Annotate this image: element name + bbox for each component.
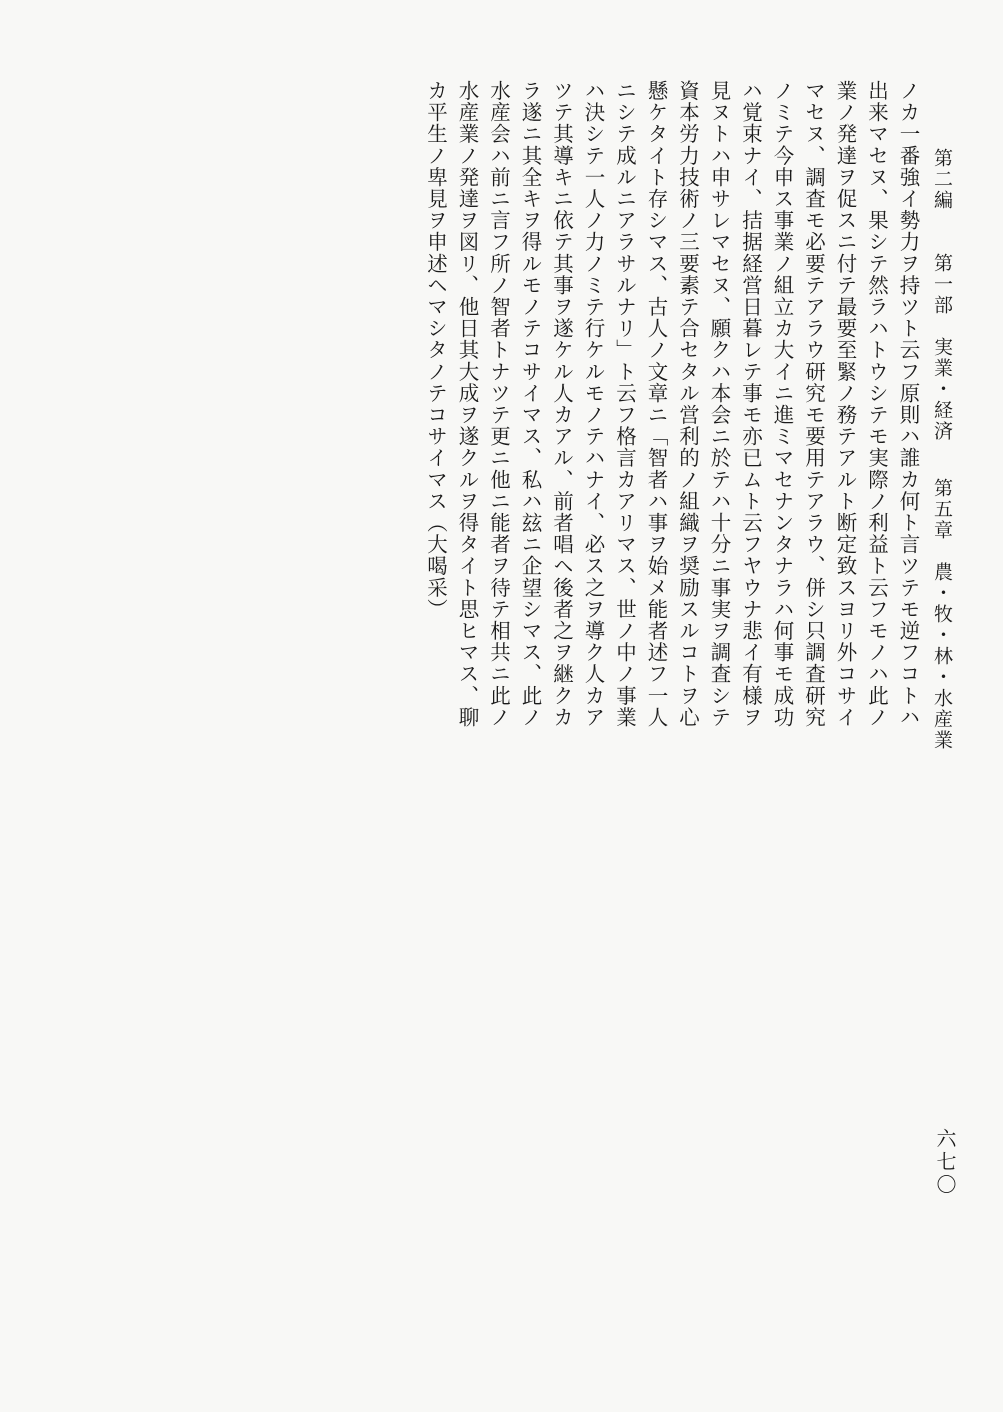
text-column: 懸ケタイト存シマス、古人ノ文章ニ「智者ハ事ヲ始メ能者述フ一人 [644, 80, 668, 728]
text-column: カ平生ノ卑見ヲ申述ヘマシタノテコサイマス（大喝采） [423, 80, 448, 620]
body-text [419, 80, 923, 728]
text-column: ラ遂ニ其全キヲ得ルモノテコサイマス、私ハ玆ニ企望シマス、此ノ [518, 80, 542, 728]
text-column: ノミテ今申ス事業ノ組立カ大イニ進ミマセナンタナラハ何事モ成功 [770, 80, 794, 728]
text-column: 業ノ発達ヲ促スニ付テ最要至緊ノ務テアルト断定致スヨリ外コサイ [833, 80, 857, 728]
text-column: 資本労力技術ノ三要素テ合セタル営利的ノ組織ヲ奨励スルコトヲ心 [675, 80, 700, 728]
text-column: ツテ其導キニ依テ其事ヲ遂ケル人カアル、前者唱ヘ後者之ヲ継クカ [549, 80, 574, 728]
text-column: ノカ一番強イ勢力ヲ持ツト云フ原則ハ誰カ何ト言ツテモ逆フコトハ [896, 80, 920, 728]
page-number: 六七〇 [933, 1128, 957, 1197]
text-column: ハ決シテ一人ノ力ノミテ行ケルモノテハナイ、必ス之ヲ導ク人カア [581, 80, 605, 728]
text-column: マセヌ、調査モ必要テアラウ研究モ要用テアラウ、併シ只調査研究 [801, 80, 826, 728]
text-column: 水産業ノ発達ヲ図リ、他日其大成ヲ遂クルヲ得タイト思ヒマス、聊 [455, 80, 479, 728]
running-head-part: 第一部 実業・経済 [931, 253, 953, 443]
running-head [932, 148, 951, 751]
text-column: ニシテ成ルニアラサルナリ」ト云フ格言カアリマス、世ノ中ノ事業 [612, 80, 637, 728]
running-head-chapter: 第五章 農・牧・林・水産業 [931, 478, 953, 752]
running-head-volume: 第二編 [931, 148, 953, 211]
text-column: 水産会ハ前ニ言フ所ノ智者トナツテ更ニ他ニ能者ヲ待テ相共ニ此ノ [486, 80, 511, 728]
text-column: ハ覚束ナイ、拮据経営日暮レテ事モ亦已ムト云フヤウナ悲イ有様ヲ [738, 80, 763, 728]
text-column: 見ヌトハ申サレマセヌ、願クハ本会ニ於テハ十分ニ事実ヲ調査シテ [707, 80, 731, 728]
text-column: 出来マセヌ、果シテ然ラハトウシテモ実際ノ利益ト云フモノハ此ノ [864, 80, 889, 728]
